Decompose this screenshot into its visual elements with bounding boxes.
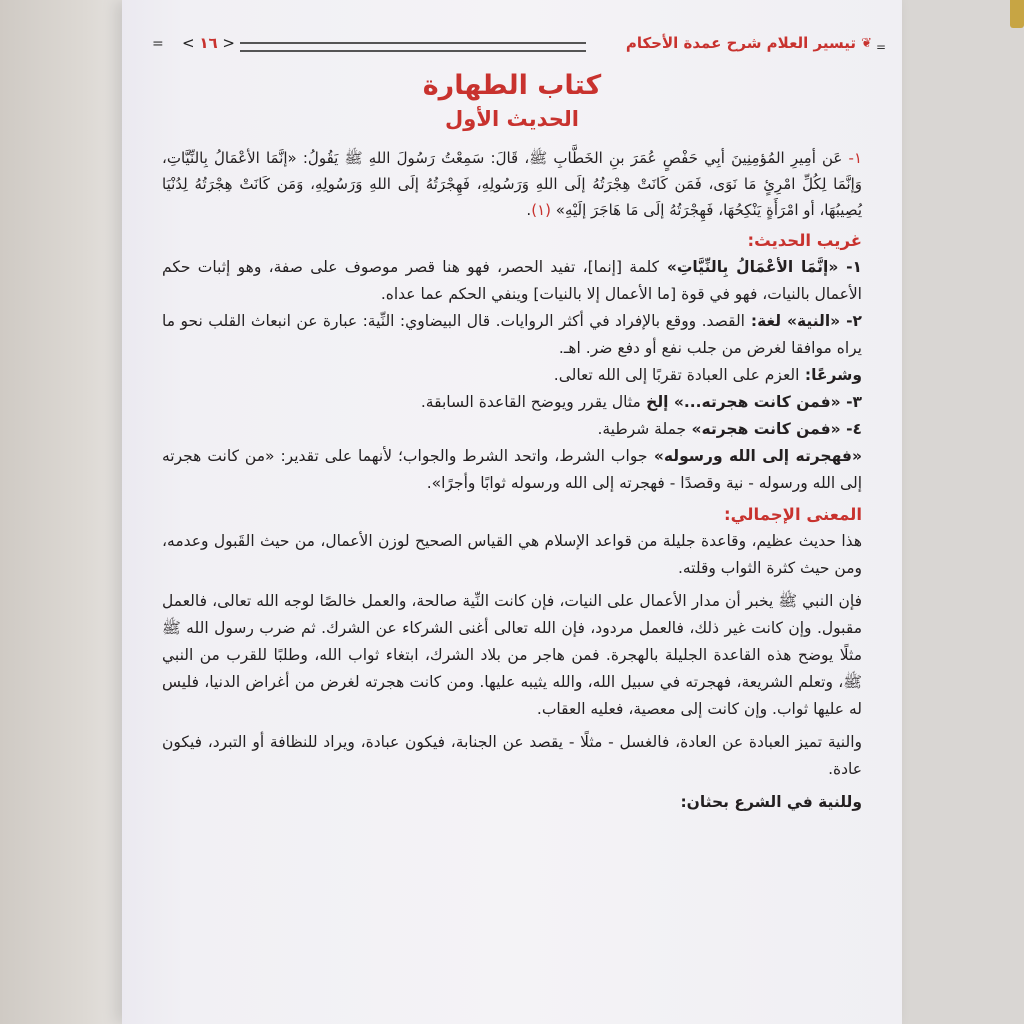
book-binding (0, 0, 122, 1024)
running-header-title: تيسير العلام شرح عمدة الأحكام (625, 34, 856, 52)
gharib-item (162, 308, 862, 362)
page-header (152, 34, 886, 62)
gharib-item (162, 362, 862, 389)
gharib-item-text: القصد. ووقع بالإفراد في أكثر الروايات. قال البيضاوي: النِّية: عبارة عن انبعاث القلب نحو ما يراه موافقا لغرض من جلب نفع أو دفع ضر. اهـ. (162, 312, 862, 357)
gharib-item (162, 389, 862, 416)
ijmali-paragraph: فإن النبي ﷺ يخبر أن مدار الأعمال على النيات، فإن كانت النِّية صالحة، والعمل خالصًا لوجه الله تعالى، فالعمل مقبول. وإن كانت غير ذلك، فالعمل مردود، فإن الله تعالى أغنى الشركاء عن الشرك. ثم ضرب رسول الله ﷺ مثلًا يوضح هذه القاعدة الجليلة بالهجرة. فمن هاجر من بلاد الشرك، ابتغاء ثواب الله، وطلبًا للقرب من النبي ﷺ، وتعلم الشريعة، فهجرته في سبيل الله، والله يثيبه عليها. ومن كانت هجرته لغرض من أغراض الدنيا، فليس له عليها ثواب. وإن كانت إلى معصية، فعليه العقاب. (162, 592, 862, 718)
gharib-item-text: مثال يقرر ويوضح القاعدة السابقة. (420, 393, 641, 411)
hadith-body: عَن أمِيرِ المُؤمِنِينَ أبِي حَفْصٍ عُمَرَ بنِ الخَطَّابِ ﷺ، قَالَ: سَمِعْتُ رَسُولَ اللهِ ﷺ يَقُولُ: «إنَّمَا الأعْمَالُ بِالنِّيَّاتِ، وَإنَّمَا لِكُلِّ امْرِئٍ مَا نَوَى، فَمَن كَانَتْ هِجْرَتُهُ إلَى اللهِ وَرَسُولِهِ، فَهِجْرَتُهُ إلَى اللهِ وَرَسُولِهِ، وَمَن كَانَتْ هِجْرَتُهُ لِدُنْيَا يُصِيبُهَا، أو امْرَأَةٍ يَنْكِحُهَا، فَهِجْرَتُهُ إلَى مَا هَاجَرَ إلَيْهِ» (162, 149, 862, 219)
footnote-ref: (١) (531, 201, 551, 219)
header-ornament-right: = (875, 40, 886, 54)
book-page (122, 0, 902, 1024)
chapter-title: كتاب الطهارة (422, 70, 602, 101)
gharib-item (162, 416, 862, 443)
page-body (162, 68, 862, 816)
gharib-item-text: العزم على العبادة تقربًا إلى الله تعالى. (553, 366, 800, 384)
page-number-value: ١٦ (199, 34, 218, 52)
header-ornament-left: = (152, 36, 164, 52)
gharib-heading: غريب الحديث: (747, 231, 862, 250)
gharib-item-lead: ٢- «النية» لغة: (744, 312, 862, 330)
gharib-item-text: جواب الشرط، واتحد الشرط والجواب؛ لأنهما على تقدير: «من كانت هجرته إلى الله ورسوله - نية وقصدًا - فهجرته إلى الله ورسوله ثوابًا وأجرًا». (162, 447, 862, 492)
gharib-item-text: جملة شرطية. (597, 420, 687, 438)
gharib-item-lead: ٣- «فمن كانت هجرته...» إلخ (640, 393, 862, 411)
gharib-item-lead: وشرعًا: (799, 366, 862, 384)
gharib-item-text: كلمة [إنما]، تفيد الحصر، فهو هنا قصر موصوف على صفة، وهو إثبات حكم الأعمال بالنيات، فهو في قوة [ما الأعمال إلا بالنيات] وينفي الحكم عما عداه. (162, 258, 862, 303)
ijmali-paragraph: هذا حديث عظيم، وقاعدة جليلة من قواعد الإسلام هي القياس الصحيح لوزن الأعمال، من حيث القَبول وعدمه، ومن حيث كثرة الثواب وقلته. (162, 532, 862, 577)
gharib-item (162, 254, 862, 308)
header-rule (240, 42, 586, 52)
ijmali-paragraph: والنية تميز العبادة عن العادة، فالغسل - مثلًا - يقصد عن الجنابة، فيكون عبادة، ويراد للنظافة أو التبرد، فيكون عادة. (162, 733, 862, 778)
gharib-item (162, 443, 862, 497)
gharib-item-lead: ١- «إنَّمَا الأعْمَالُ بِالنِّيَّاتِ» (659, 258, 862, 276)
page-number: < ١٦ > (182, 34, 235, 52)
gharib-item-lead: «فهجرته إلى الله ورسوله» (647, 447, 862, 465)
book-emblem-icon: ❦ (861, 36, 872, 51)
ijmali-heading: المعنى الإجمالي: (724, 505, 862, 524)
hadith-title: الحديث الأول (445, 107, 579, 131)
bookmark-ribbon (1010, 0, 1024, 28)
hadith-text: ١- عَن أمِيرِ المُؤمِنِينَ أبِي حَفْصٍ عُمَرَ بنِ الخَطَّابِ ﷺ، قَالَ: سَمِعْتُ رَسُولَ اللهِ ﷺ يَقُولُ: «إنَّمَا الأعْمَالُ بِالنِّيَّاتِ، وَإنَّمَا لِكُلِّ امْرِئٍ مَا نَوَى، فَمَن كَانَتْ هِجْرَتُهُ إلَى اللهِ وَرَسُولِهِ، فَهِجْرَتُهُ إلَى اللهِ وَرَسُولِهِ، وَمَن كَانَتْ هِجْرَتُهُ لِدُنْيَا يُصِيبُهَا، أو امْرَأَةٍ يَنْكِحُهَا، فَهِجْرَتُهُ إلَى مَا هَاجَرَ إلَيْهِ» (١). (162, 149, 862, 219)
hadith-number: ١- (848, 149, 862, 167)
closing-line: وللنية في الشرع بحثان: (680, 793, 862, 811)
gharib-item-lead: ٤- «فمن كانت هجرته» (686, 420, 862, 438)
